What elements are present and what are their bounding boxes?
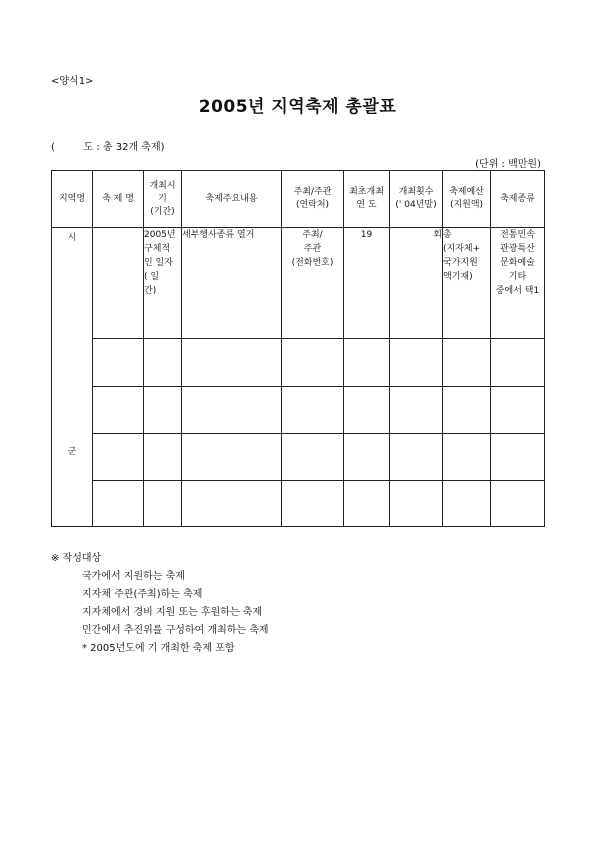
table-cell [443, 386, 491, 433]
table-row [52, 433, 545, 480]
table-cell [182, 480, 282, 526]
table-cell [491, 433, 545, 480]
header-budget: 축제예산 (지원액) [443, 171, 491, 228]
budget-cell: 총 (지자체+ 국가지원 액기재) [443, 228, 491, 339]
table-cell [491, 339, 545, 386]
host-cell: 주최/ 주관 (전화번호) [282, 228, 344, 339]
header-row [52, 171, 545, 228]
table-cell [93, 339, 144, 386]
header-type: 축제종류 [491, 171, 545, 228]
table-cell [93, 433, 144, 480]
table-cell [144, 480, 182, 526]
table-cell [282, 339, 344, 386]
table-cell [282, 433, 344, 480]
header-first-year: 최초개최 연 도 [344, 171, 390, 228]
table-cell [144, 386, 182, 433]
table-cell [182, 433, 282, 480]
unit-label: (단위 : 백만원) [475, 159, 541, 170]
table-cell [344, 480, 390, 526]
table-row [52, 228, 545, 339]
table-cell [182, 386, 282, 433]
table-cell [491, 386, 545, 433]
content-cell: 세부행사종류 열거 [182, 228, 282, 339]
table-cell [93, 228, 144, 339]
table-cell [182, 339, 282, 386]
festival-summary-table [51, 170, 545, 527]
notes-section [51, 550, 269, 658]
note-item: * 2005년도에 기 개최한 축제 포함 [82, 643, 235, 654]
table-cell [282, 386, 344, 433]
table-cell [443, 339, 491, 386]
table-cell [344, 386, 390, 433]
note-item: 지자체에서 경비 지원 또는 후원하는 축제 [82, 607, 263, 618]
region-cell [52, 228, 93, 527]
count-cell: 회 [390, 228, 443, 339]
note-item: 국가에서 지원하는 축제 [82, 571, 185, 582]
table-row [52, 480, 545, 526]
table-cell [390, 480, 443, 526]
type-cell: 전통민속 관광특산 문화예술 기타 중에서 택1 [491, 228, 545, 339]
table-cell [491, 480, 545, 526]
notes-heading: ※ 작성대상 [51, 553, 102, 564]
header-name: 축 제 명 [93, 171, 144, 228]
table-cell [390, 339, 443, 386]
table-cell [344, 433, 390, 480]
region-county-label: 군 [67, 447, 77, 457]
table-cell [93, 386, 144, 433]
table-cell [390, 386, 443, 433]
table-cell [282, 480, 344, 526]
table-row [52, 339, 545, 386]
table-cell [443, 480, 491, 526]
header-content: 축제주요내용 [182, 171, 282, 228]
header-period: 개최시 기 (기간) [144, 171, 182, 228]
table-cell [144, 339, 182, 386]
header-count: 개최횟수 (' 04년말) [390, 171, 443, 228]
table-cell [344, 339, 390, 386]
header-region: 지역명 [52, 171, 93, 228]
page-title: 2005년 지역축제 총괄표 [198, 97, 397, 117]
note-item: 민간에서 추진위를 구성하여 개최하는 축제 [82, 625, 269, 636]
table-cell [443, 433, 491, 480]
period-cell: 2005년 구체적 인 일자 ( 일 간) [144, 228, 182, 339]
table-row [52, 386, 545, 433]
first-year-cell: 19 [344, 228, 390, 339]
table-cell [390, 433, 443, 480]
table-cell [144, 433, 182, 480]
form-number: <양식1> [51, 76, 94, 87]
table-cell [93, 480, 144, 526]
header-host: 주최/주관 (연락처) [282, 171, 344, 228]
scope-line: ( 도 : 총 32개 축제) [51, 142, 165, 153]
region-city-label: 시 [67, 233, 77, 243]
note-item: 지자체 주관(주최)하는 축제 [82, 589, 203, 600]
